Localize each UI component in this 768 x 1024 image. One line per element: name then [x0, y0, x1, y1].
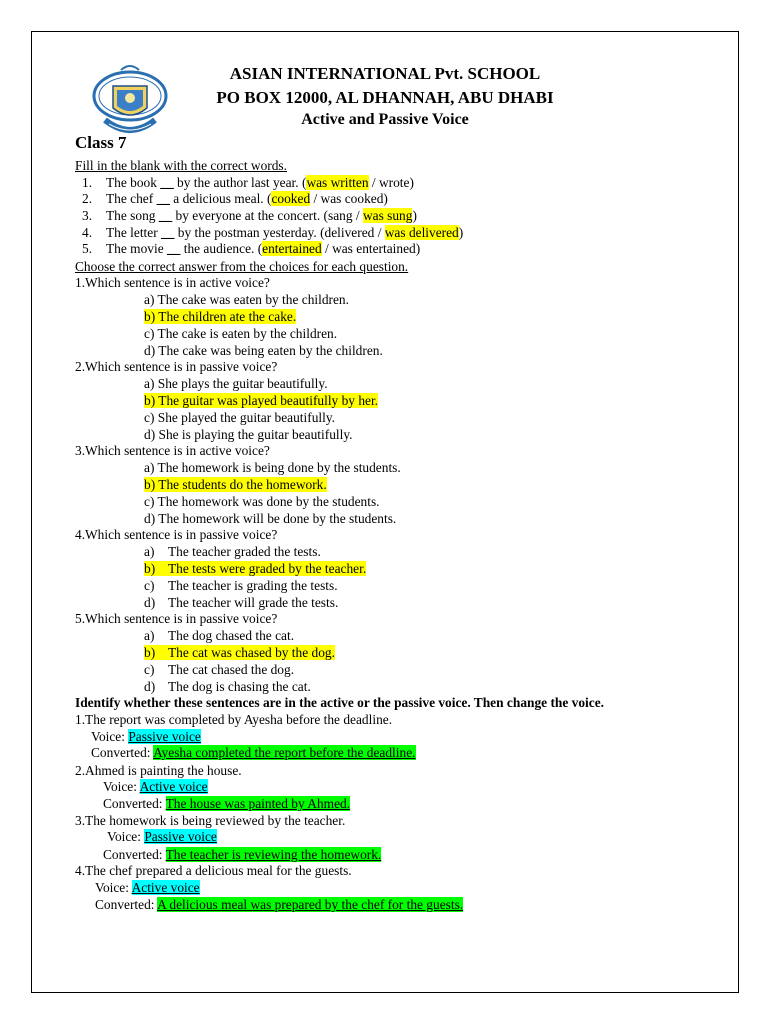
answer-highlight: entertained — [262, 241, 322, 256]
converted-answer: Converted: A delicious meal was prepared by the chef for the guests. — [95, 897, 464, 912]
answer-highlight: cooked — [271, 191, 311, 206]
option: d) The cake was being eaten by the children. — [144, 343, 383, 358]
option: c) She played the guitar beautifully. — [144, 410, 335, 425]
option: a) The cake was eaten by the children. — [144, 292, 349, 307]
voice-highlight: Active voice — [131, 880, 200, 895]
converted-highlight: A delicious meal was prepared by the chef for the guests. — [157, 897, 464, 912]
voice-answer: Voice: Passive voice — [107, 829, 217, 844]
question: 3.Which sentence is in active voice? — [75, 443, 270, 458]
school-name: ASIAN INTERNATIONAL Pvt. SCHOOL — [229, 64, 541, 83]
option — [144, 392, 378, 409]
converted-answer: Converted: Ayesha completed the report before the deadline. — [91, 745, 416, 760]
answer-highlight: b) The tests were graded by the teacher. — [144, 561, 367, 576]
option: d) The dog is chasing the cat. — [144, 679, 311, 694]
option: a) She plays the guitar beautifully. — [144, 376, 328, 391]
voice-answer: Voice: Active voice — [103, 779, 208, 794]
converted-highlight: Ayesha completed the report before the deadline. — [153, 745, 416, 760]
question: 4.Which sentence is in passive voice? — [75, 527, 278, 542]
option: c) The homework was done by the students. — [144, 494, 380, 509]
question: 2.Which sentence is in passive voice? — [75, 359, 278, 374]
converted-answer: Converted: The house was painted by Ahmed. — [103, 796, 351, 811]
answer-highlight: was sung — [362, 208, 413, 223]
voice-sentence: 4.The chef prepared a delicious meal for the guests. — [75, 863, 352, 878]
school-address: PO BOX 12000, AL DHANNAH, ABU DHABI — [216, 88, 554, 107]
section1-instruction: Fill in the blank with the correct words. — [75, 158, 287, 173]
answer-highlight: b) The children ate the cake. — [144, 309, 297, 324]
option — [144, 560, 366, 577]
answer-highlight: b) The cat was chased by the dog. — [144, 645, 335, 660]
option: a) The dog chased the cat. — [144, 628, 295, 643]
worksheet-subject: Active and Passive Voice — [301, 111, 469, 128]
section2-instruction: Choose the correct answer from the choices for each question. — [75, 259, 409, 274]
fill-item: 5. The movie __ the audience. (entertained / was entertained) — [82, 241, 421, 256]
option: c) The cat chased the dog. — [144, 662, 295, 677]
option — [144, 476, 327, 493]
question: 5.Which sentence is in passive voice? — [75, 611, 278, 626]
voice-highlight: Active voice — [139, 779, 208, 794]
option: d) She is playing the guitar beautifully. — [144, 427, 353, 442]
option: a) The teacher graded the tests. — [144, 544, 321, 559]
option: c) The teacher is grading the tests. — [144, 578, 338, 593]
class-title: Class 7 — [75, 133, 127, 152]
voice-answer: Voice: Passive voice — [91, 729, 201, 744]
option — [144, 644, 335, 661]
answer-highlight: was delivered — [384, 225, 459, 240]
school-logo-crest — [91, 56, 169, 142]
option: d) The homework will be done by the students. — [144, 511, 397, 526]
question: 1.Which sentence is in active voice? — [75, 275, 270, 290]
converted-highlight: The teacher is reviewing the homework. — [165, 847, 382, 862]
voice-highlight: Passive voice — [144, 829, 217, 844]
voice-answer: Voice: Active voice — [95, 880, 200, 895]
converted-answer: Converted: The teacher is reviewing the homework. — [103, 847, 382, 862]
voice-sentence: 2.Ahmed is painting the house. — [75, 763, 242, 778]
section3-instruction: Identify whether these sentences are in the active or the passive voice. Then change the voice. — [75, 695, 604, 710]
answer-highlight: was written — [306, 175, 369, 190]
fill-item: 4. The letter __ by the postman yesterday. (delivered / was delivered) — [82, 225, 464, 240]
voice-sentence: 3.The homework is being reviewed by the teacher. — [75, 813, 346, 828]
voice-highlight: Passive voice — [128, 729, 201, 744]
option: d) The teacher will grade the tests. — [144, 595, 339, 610]
option: c) The cake is eaten by the children. — [144, 326, 338, 341]
option — [144, 308, 296, 325]
converted-highlight: The house was painted by Ahmed. — [165, 796, 351, 811]
voice-sentence: 1.The report was completed by Ayesha before the deadline. — [75, 712, 393, 727]
fill-item: 2. The chef __ a delicious meal. (cooked / was cooked) — [82, 191, 388, 206]
answer-highlight: b) The students do the homework. — [144, 477, 327, 492]
fill-item: 3. The song __ by everyone at the concert. (sang / was sung) — [82, 208, 417, 223]
fill-item: 1. The book __ by the author last year. (was written / wrote) — [82, 175, 414, 190]
answer-highlight: b) The guitar was played beautifully by her. — [144, 393, 379, 408]
option: a) The homework is being done by the students. — [144, 460, 401, 475]
